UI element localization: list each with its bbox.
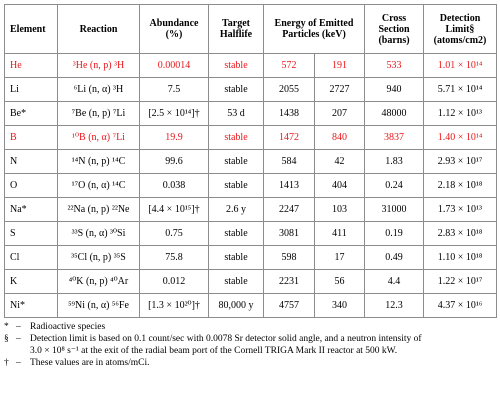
table-row <box>5 78 497 102</box>
cell-energy-2: 17 <box>315 246 365 270</box>
table-row <box>5 246 497 270</box>
cell-energy-2: 207 <box>315 102 365 126</box>
cell-cross-section: 0.49 <box>365 246 424 270</box>
cell-detection-limit: 1.40 × 10¹⁴ <box>424 126 497 150</box>
cell-element: S <box>5 222 58 246</box>
table-row <box>5 198 497 222</box>
table-row <box>5 294 497 318</box>
cell-reaction: ¹⁰B (n, α) ⁷Li <box>58 126 140 150</box>
footnote-text: Detection limit is based on 0.1 count/sec with 0.0078 Sr detector solid angle, and a neutron intensity of <box>30 334 422 344</box>
cell-energy-2: 191 <box>315 54 365 78</box>
table-row <box>5 174 497 198</box>
cell-detection-limit: 5.71 × 10¹⁴ <box>424 78 497 102</box>
header-halflife: Target Halflife <box>209 5 264 54</box>
footnote-dash: – <box>16 334 21 344</box>
cell-energy-1: 2247 <box>264 198 315 222</box>
cell-detection-limit: 2.93 × 10¹⁷ <box>424 150 497 174</box>
cell-energy-2: 42 <box>315 150 365 174</box>
cell-halflife: stable <box>209 174 264 198</box>
cell-detection-limit: 1.10 × 10¹⁸ <box>424 246 497 270</box>
cell-element: Na* <box>5 198 58 222</box>
cell-element: K <box>5 270 58 294</box>
cell-energy-2: 56 <box>315 270 365 294</box>
cell-detection-limit: 2.18 × 10¹⁸ <box>424 174 497 198</box>
header-detection-limit: Detection Limit§ (atoms/cm2) <box>424 5 497 54</box>
cell-cross-section: 940 <box>365 78 424 102</box>
cell-energy-2: 404 <box>315 174 365 198</box>
cell-element: Cl <box>5 246 58 270</box>
footnote-radioactive <box>4 321 496 333</box>
header-element: Element <box>5 5 58 54</box>
cell-reaction: ³³S (n, α) ³⁰Si <box>58 222 140 246</box>
cell-energy-1: 584 <box>264 150 315 174</box>
cell-energy-1: 4757 <box>264 294 315 318</box>
cell-reaction: ⁷Be (n, p) ⁷Li <box>58 102 140 126</box>
cell-halflife: stable <box>209 246 264 270</box>
footnote-text: Radioactive species <box>30 322 106 332</box>
cell-energy-2: 2727 <box>315 78 365 102</box>
cell-abundance: [4.4 × 10¹⁵]† <box>140 198 209 222</box>
document <box>4 4 496 369</box>
cell-cross-section: 0.19 <box>365 222 424 246</box>
cell-abundance: [1.3 × 10²⁰]† <box>140 294 209 318</box>
cell-reaction: ¹⁷O (n, α) ¹⁴C <box>58 174 140 198</box>
cell-halflife: stable <box>209 54 264 78</box>
table-row <box>5 54 497 78</box>
cell-element: Li <box>5 78 58 102</box>
cell-halflife: 53 d <box>209 102 264 126</box>
cell-cross-section: 0.24 <box>365 174 424 198</box>
cell-cross-section: 533 <box>365 54 424 78</box>
header-energy: Energy of Emitted Particles (keV) <box>264 5 365 54</box>
cell-cross-section: 31000 <box>365 198 424 222</box>
cell-element: He <box>5 54 58 78</box>
header-abundance: Abundance (%) <box>140 5 209 54</box>
footnote-dash: – <box>16 358 21 368</box>
cell-reaction: ⁴⁰K (n, p) ⁴⁰Ar <box>58 270 140 294</box>
cell-energy-2: 840 <box>315 126 365 150</box>
reactions-table <box>4 4 497 318</box>
cell-reaction: ⁵⁹Ni (n, α) ⁵⁶Fe <box>58 294 140 318</box>
header-row <box>5 5 497 54</box>
table-body <box>5 54 497 318</box>
cell-abundance: 99.6 <box>140 150 209 174</box>
footnote-text: These values are in atoms/mCi. <box>30 358 150 368</box>
cell-energy-1: 2055 <box>264 78 315 102</box>
cell-element: N <box>5 150 58 174</box>
table-row <box>5 150 497 174</box>
cell-energy-1: 2231 <box>264 270 315 294</box>
cell-energy-1: 1413 <box>264 174 315 198</box>
cell-detection-limit: 1.01 × 10¹⁴ <box>424 54 497 78</box>
footnote-symbol: * <box>4 322 9 332</box>
table-row <box>5 102 497 126</box>
footnote-symbol: § <box>4 334 9 344</box>
cell-abundance: 0.012 <box>140 270 209 294</box>
cell-cross-section: 4.4 <box>365 270 424 294</box>
cell-cross-section: 12.3 <box>365 294 424 318</box>
header-cross-section: Cross Section (barns) <box>365 5 424 54</box>
table-header <box>5 5 497 54</box>
cell-cross-section: 3837 <box>365 126 424 150</box>
cell-element: Ni* <box>5 294 58 318</box>
cell-abundance: 0.75 <box>140 222 209 246</box>
cell-energy-2: 103 <box>315 198 365 222</box>
cell-halflife: stable <box>209 270 264 294</box>
cell-reaction: ³He (n, p) ³H <box>58 54 140 78</box>
table-row <box>5 126 497 150</box>
cell-abundance: 19.9 <box>140 126 209 150</box>
footnote-units <box>4 357 496 369</box>
footnote-dash: – <box>16 322 21 332</box>
cell-abundance: 75.8 <box>140 246 209 270</box>
cell-halflife: 2.6 y <box>209 198 264 222</box>
cell-halflife: 80,000 y <box>209 294 264 318</box>
cell-abundance: 7.5 <box>140 78 209 102</box>
cell-reaction: ¹⁴N (n, p) ¹⁴C <box>58 150 140 174</box>
cell-energy-1: 1472 <box>264 126 315 150</box>
cell-halflife: stable <box>209 126 264 150</box>
table-row <box>5 270 497 294</box>
cell-halflife: stable <box>209 222 264 246</box>
cell-abundance: [2.5 × 10¹⁴]† <box>140 102 209 126</box>
cell-detection-limit: 2.83 × 10¹⁸ <box>424 222 497 246</box>
footnote-symbol: † <box>4 358 9 368</box>
cell-energy-2: 411 <box>315 222 365 246</box>
cell-energy-1: 598 <box>264 246 315 270</box>
cell-detection-limit: 4.37 × 10¹⁶ <box>424 294 497 318</box>
table-row <box>5 222 497 246</box>
header-reaction: Reaction <box>58 5 140 54</box>
cell-energy-2: 340 <box>315 294 365 318</box>
cell-energy-1: 3081 <box>264 222 315 246</box>
cell-energy-1: 572 <box>264 54 315 78</box>
cell-detection-limit: 1.12 × 10¹³ <box>424 102 497 126</box>
cell-element: B <box>5 126 58 150</box>
cell-reaction: ⁶Li (n, α) ³H <box>58 78 140 102</box>
cell-detection-limit: 1.22 × 10¹⁷ <box>424 270 497 294</box>
cell-halflife: stable <box>209 150 264 174</box>
cell-reaction: ³⁵Cl (n, p) ³⁵S <box>58 246 140 270</box>
cell-detection-limit: 1.73 × 10¹³ <box>424 198 497 222</box>
cell-cross-section: 1.83 <box>365 150 424 174</box>
cell-abundance: 0.038 <box>140 174 209 198</box>
cell-cross-section: 48000 <box>365 102 424 126</box>
cell-element: O <box>5 174 58 198</box>
cell-reaction: ²²Na (n, p) ²²Ne <box>58 198 140 222</box>
cell-abundance: 0.00014 <box>140 54 209 78</box>
cell-halflife: stable <box>209 78 264 102</box>
cell-element: Be* <box>5 102 58 126</box>
footnotes <box>4 321 496 369</box>
footnote-detection <box>4 333 496 345</box>
footnote-detection-continued: 3.0 × 10⁸ s⁻¹ at the exit of the radial beam port of the Cornell TRIGA Mark II reactor at 500 kW. <box>30 346 398 356</box>
cell-energy-1: 1438 <box>264 102 315 126</box>
